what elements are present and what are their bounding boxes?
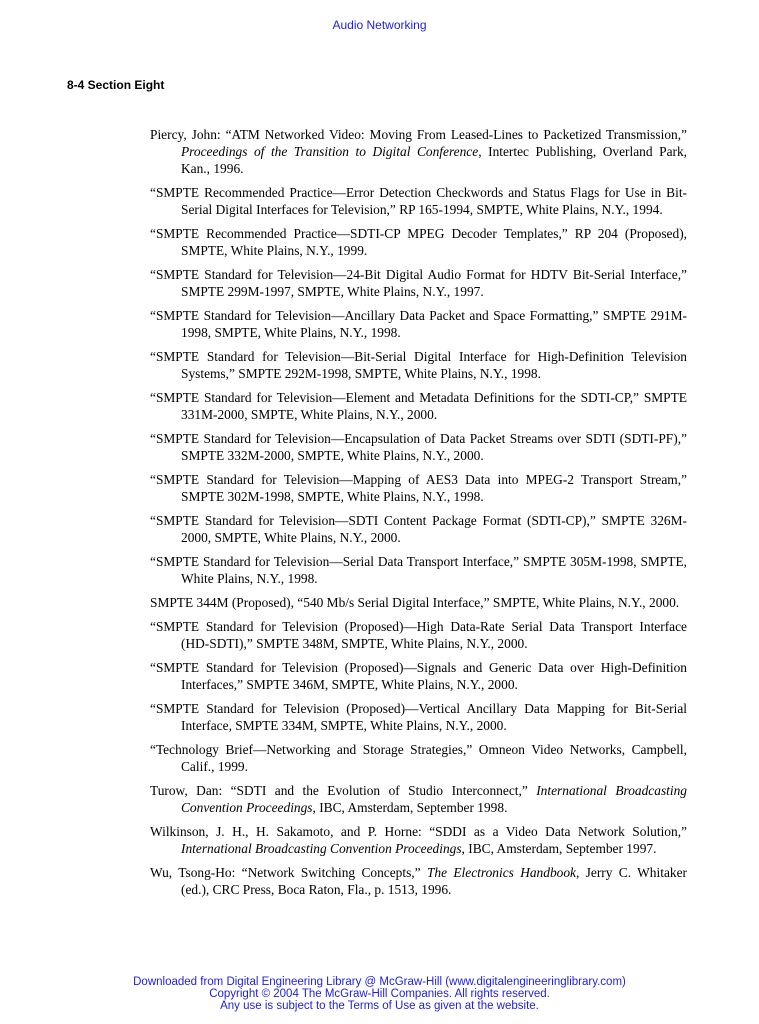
reference-item: Piercy, John: “ATM Networked Video: Moving From Leased-Lines to Packetized Transmission,” Proceedings of the Transition to Digital Conference, Intertec Publishing, Overland Park, Kan., 1996. (150, 127, 688, 176)
running-head-title: Audio Networking (332, 18, 427, 32)
reference-item: “SMPTE Standard for Television—Element and Metadata Definitions for the SDTI-CP,” SMPTE 331M-2000, SMPTE, White Plains, N.Y., 2000. (150, 390, 687, 422)
reference-item: “SMPTE Standard for Television (Proposed)—Vertical Ancillary Data Mapping for Bit-Serial Interface, SMPTE 334M, SMPTE, White Plains, N.Y., 2000. (150, 701, 687, 733)
reference-item: Wu, Tsong-Ho: “Network Switching Concepts,” The Electronics Handbook, Jerry C. Whitaker (ed.), CRC Press, Boca Raton, Fla., p. 1513, 1996. (150, 865, 687, 897)
section-label: 8-4 Section Eight (67, 78, 165, 92)
reference-item: “SMPTE Standard for Television (Proposed)—Signals and Generic Data over High-Definition Interfaces,” SMPTE 346M, SMPTE, White Plains, N.Y., 2000. (150, 660, 687, 692)
reference-item: “SMPTE Standard for Television—SDTI Content Package Format (SDTI-CP),” SMPTE 326M-2000, SMPTE, White Plains, N.Y., 2000. (150, 513, 687, 545)
reference-item: “SMPTE Recommended Practice—SDTI-CP MPEG Decoder Templates,” RP 204 (Proposed), SMPTE, White Plains, N.Y., 1999. (150, 226, 687, 258)
reference-item: “SMPTE Standard for Television—Ancillary Data Packet and Space Formatting,” SMPTE 291M-1998, SMPTE, White Plains, N.Y., 1998. (150, 308, 687, 340)
download-link[interactable]: Downloaded from Digital Engineering Library @ McGraw-Hill (www.digitalengineeringlibrary.com) (133, 976, 626, 988)
reference-item: “SMPTE Standard for Television—Mapping of AES3 Data into MPEG-2 Transport Stream,” SMPTE 302M-1998, SMPTE, White Plains, N.Y., 1998. (150, 472, 687, 504)
copyright-notice: Copyright © 2004 The McGraw-Hill Companies. All rights reserved. (209, 988, 550, 1000)
terms-of-use-link[interactable]: Any use is subject to the Terms of Use as given at the website. (220, 1000, 539, 1012)
reference-item: “Technology Brief—Networking and Storage Strategies,” Omneon Video Networks, Campbell, Calif., 1999. (150, 742, 687, 774)
reference-item: “SMPTE Recommended Practice—Error Detection Checkwords and Status Flags for Use in Bit-Serial Digital Interfaces for Television,” RP 165-1994, SMPTE, White Plains, N.Y., 1994. (150, 185, 687, 217)
reference-item: Turow, Dan: “SDTI and the Evolution of Studio Interconnect,” International Broadcasting Convention Proceedings, IBC, Amsterdam, September 1998. (150, 783, 687, 815)
reference-item: “SMPTE Standard for Television—Bit-Serial Digital Interface for High-Definition Television Systems,” SMPTE 292M-1998, SMPTE, White Plains, N.Y., 1998. (150, 349, 687, 381)
page-footer (0, 976, 759, 1012)
reference-item: SMPTE 344M (Proposed), “540 Mb/s Serial Digital Interface,” SMPTE, White Plains, N.Y., 2000. (150, 595, 680, 610)
reference-item: “SMPTE Standard for Television—Serial Data Transport Interface,” SMPTE 305M-1998, SMPTE, White Plains, N.Y., 1998. (150, 554, 687, 586)
reference-item: Wilkinson, J. H., H. Sakamoto, and P. Horne: “SDDI as a Video Data Network Solution,” International Broadcasting Convention Proceedings, IBC, Amsterdam, September 1997. (150, 824, 687, 856)
reference-item: “SMPTE Standard for Television—24-Bit Digital Audio Format for HDTV Bit-Serial Interface,” SMPTE 299M-1997, SMPTE, White Plains, N.Y., 1997. (150, 267, 687, 299)
reference-item: “SMPTE Standard for Television—Encapsulation of Data Packet Streams over SDTI (SDTI-PF),” SMPTE 332M-2000, SMPTE, White Plains, N.Y., 2000. (150, 431, 687, 463)
reference-list (150, 126, 687, 905)
reference-item: “SMPTE Standard for Television (Proposed)—High Data-Rate Serial Data Transport Interface (HD-SDTI),” SMPTE 348M, SMPTE, White Plains, N.Y., 2000. (150, 619, 687, 651)
